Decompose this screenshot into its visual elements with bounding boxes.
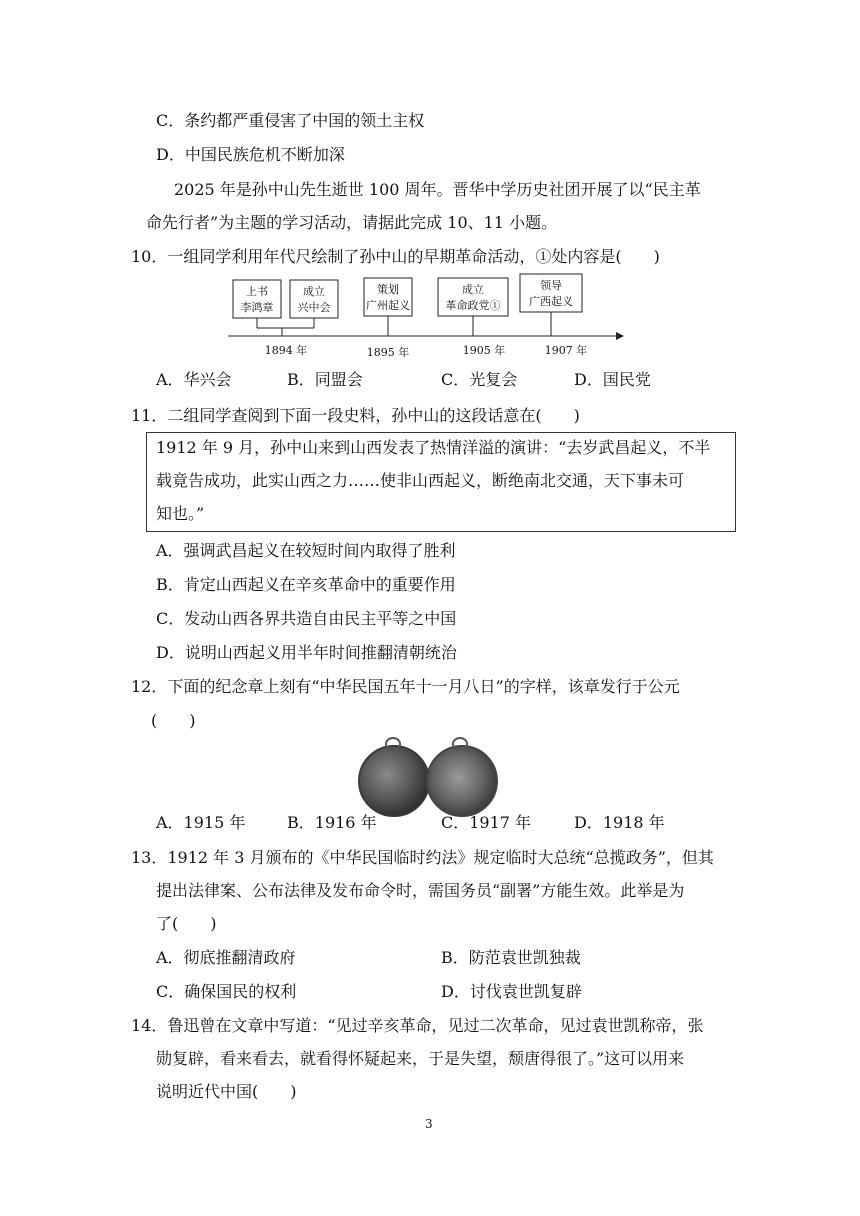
q9-option-d: D．中国民族危机不断加深 xyxy=(156,145,345,164)
intro-line-1: 2025 年是孙中山先生逝世 100 周年。晋华中学历史社团开展了以“民主革 xyxy=(174,180,701,199)
q14-stem-line-1: 14．鲁迅曾在文章中写道：“见过辛亥革命，见过二次革命，见过袁世凯称帝，张 xyxy=(131,1016,704,1035)
q12-option-c: C．1917 年 xyxy=(441,813,532,832)
q13-stem-line-1: 13．1912 年 3 月颁布的《中华民国临时约法》规定临时大总统“总揽政务”，但其 xyxy=(131,848,714,867)
q13-option-c: C．确保国民的权利 xyxy=(156,982,297,1001)
timeline-arrow xyxy=(616,332,624,340)
timeline-figure xyxy=(228,270,628,362)
q11-quote-line-3: 知也。” xyxy=(156,504,205,523)
event-5-line2: 广西起义 xyxy=(529,295,573,308)
intro-line-2: 命先行者”为主题的学习活动，请据此完成 10、11 小题。 xyxy=(146,213,558,232)
event-5-line1: 领导 xyxy=(540,279,562,292)
year-1905: 1905 年 xyxy=(462,344,506,357)
q11-option-d: D．说明山西起义用半年时间推翻清朝统治 xyxy=(156,643,457,662)
q11-option-b: B．肯定山西起义在辛亥革命中的重要作用 xyxy=(156,575,456,594)
q13-option-b: B．防范袁世凯独裁 xyxy=(441,948,581,967)
event-4-line1: 成立 xyxy=(462,283,484,296)
q11-stem: 11．二组同学查阅到下面一段史料，孙中山的这段话意在( ) xyxy=(131,406,580,425)
event-1-line1: 上书 xyxy=(246,285,268,298)
q10-option-d: D．国民党 xyxy=(574,370,651,389)
q11-option-c: C．发动山西各界共造自由民主平等之中国 xyxy=(156,609,457,628)
q10-option-a: A．华兴会 xyxy=(156,370,232,389)
event-3-line1: 策划 xyxy=(377,283,399,296)
q14-stem-line-2: 勋复辟，看来看去，就看得怀疑起来，于是失望，颓唐得很了。”这可以用来 xyxy=(156,1049,685,1068)
q11-option-a: A．强调武昌起义在较短时间内取得了胜利 xyxy=(156,541,456,560)
medal-loop-right xyxy=(452,737,468,751)
event-2-line1: 成立 xyxy=(303,285,325,298)
q12-stem-line-2: ( ) xyxy=(151,711,196,730)
q14-stem-line-3: 说明近代中国( ) xyxy=(156,1082,297,1101)
event-2-line2: 兴中会 xyxy=(297,301,331,314)
q10-option-c: C．光复会 xyxy=(441,370,518,389)
q10-stem: 10．一组同学利用年代尺绘制了孙中山的早期革命活动，①处内容是( ) xyxy=(131,247,660,266)
medal-image-left xyxy=(358,745,430,817)
q11-quote-line-2: 载竟告成功，此实山西之力……使非山西起义，断绝南北交通，天下事未可 xyxy=(156,471,685,490)
page-number: 3 xyxy=(425,1117,433,1131)
q12-option-d: D．1918 年 xyxy=(574,813,665,832)
q13-stem-line-3: 了( ) xyxy=(156,914,217,933)
q10-option-b: B．同盟会 xyxy=(287,370,363,389)
q12-stem-line-1: 12．下面的纪念章上刻有“中华民国五年十一月八日”的字样，该章发行于公元 xyxy=(131,677,680,696)
q13-stem-line-2: 提出法律案、公布法律及发布命令时，需国务员“副署”方能生效。此举是为 xyxy=(156,881,685,900)
year-1894: 1894 年 xyxy=(264,344,308,357)
event-3-line2: 广州起义 xyxy=(366,299,410,312)
year-1907: 1907 年 xyxy=(544,344,588,357)
q9-option-c: C．条约都严重侵害了中国的领土主权 xyxy=(156,111,425,130)
q11-quote-line-1: 1912 年 9 月，孙中山来到山西发表了热情洋溢的演讲：“去岁武昌起义，不半 xyxy=(156,438,711,457)
q13-option-d: D．讨伐袁世凯复辟 xyxy=(441,982,582,1001)
event-1-line2: 李鸿章 xyxy=(240,301,274,314)
q13-option-a: A．彻底推翻清政府 xyxy=(156,948,296,967)
medal-loop-left xyxy=(385,737,401,751)
year-1895: 1895 年 xyxy=(366,346,410,359)
q12-option-a: A．1915 年 xyxy=(156,813,246,832)
q12-option-b: B．1916 年 xyxy=(287,813,377,832)
event-4-line2: 革命政党① xyxy=(445,299,501,312)
medal-image-right xyxy=(426,745,498,817)
